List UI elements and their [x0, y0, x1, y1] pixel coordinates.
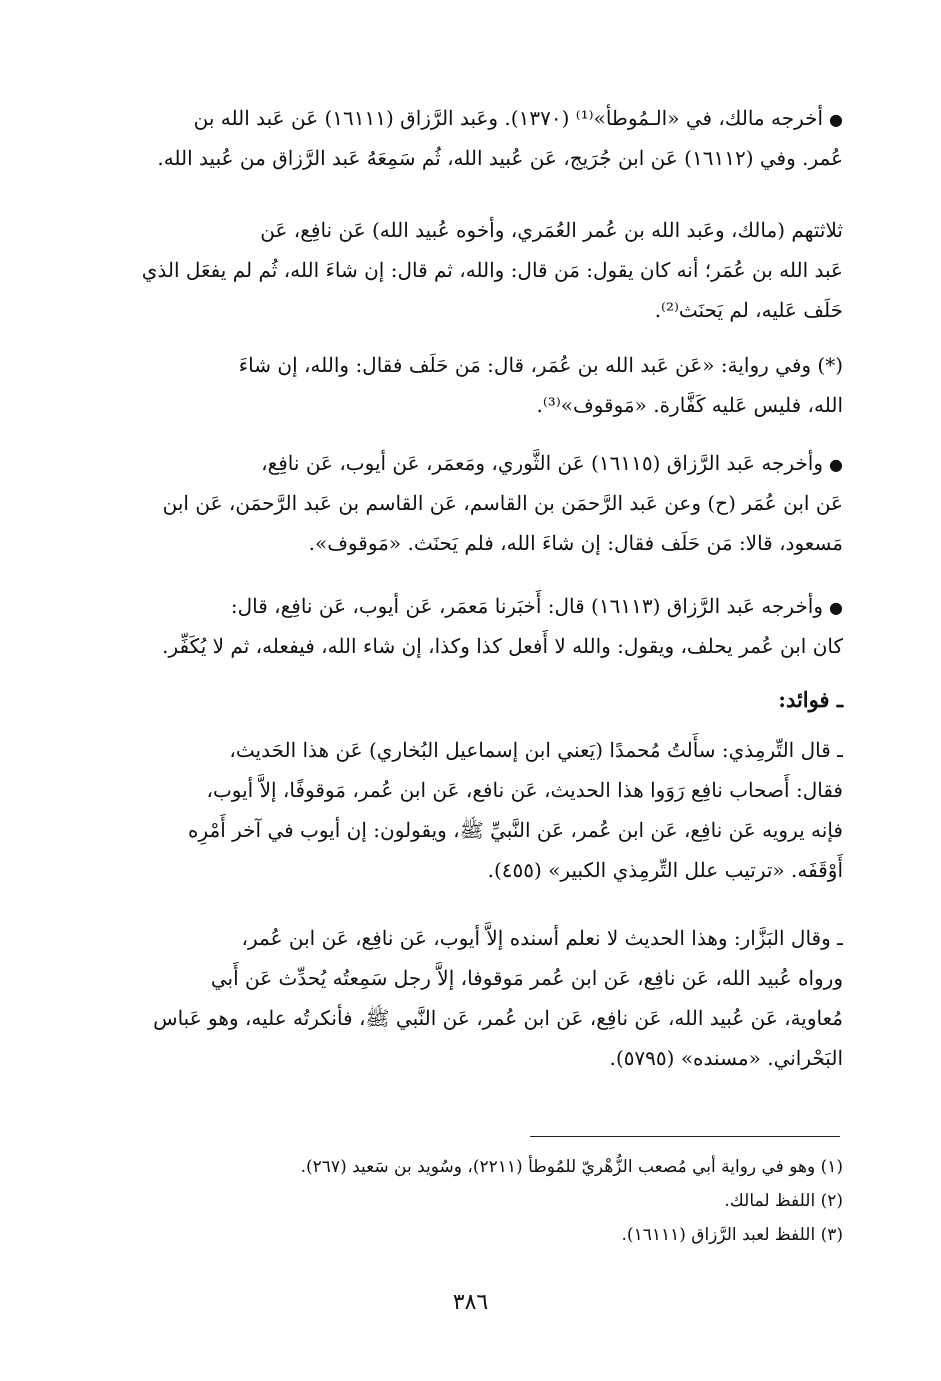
footnote-2: (٢) اللفظ لمالك. [724, 1191, 843, 1211]
paragraph-hadith-3 [90, 586, 843, 666]
text-line: عَبد الله بن عُمَر؛ أنه كان يقول: مَن قال: والله، ثم قال: إن شاءَ الله، ثُم لم يفعَل الذي [141, 258, 843, 282]
text-line: (*) وفي رواية: «عَن عَبد الله بن عُمَر، قال: مَن حَلَف فقال: والله، إن شاءَ [238, 353, 843, 377]
text-line: فإنه يرويه عَن نافِع، عَن ابن عُمر، عَن النَّبيِّ ﷺ، ويقولون: إن أيوب في آخر أَمْرِه [187, 818, 843, 842]
page-number: ٣٨٦ [452, 1290, 489, 1315]
text-line: فقال: أَصحاب نافِع رَوَوا هذا الحديث، عَن نافع، عَن ابن عُمر، مَوقوفًا، إلاَّ أيوب، [206, 778, 843, 802]
text-line [90, 586, 843, 626]
text-line: ثلاثتهم (مالك، وعَبد الله بن عُمر العُمَري، وأخوه عُبيد الله) عَن نافِع، عَن [260, 218, 843, 242]
bullet-icon: ● [829, 598, 843, 617]
paragraph-thalathatuhum [90, 210, 843, 330]
text-line: أَوْقَفَه. «ترتيب علل التِّرمِذي الكبير» (٤٥٥). [487, 858, 843, 882]
text-line: ـ وقال البَزَّار: وهذا الحديث لا نعلم أسنده إلاَّ أيوب، عَن نافِع، عَن ابن عُمر، [241, 926, 843, 950]
text-line: ـ قال التِّرمِذي: سأَلتُ مُحمدًا (يَعني ابن إسماعيل البُخاري) عَن هذا الحَديث، [229, 738, 843, 762]
text-line: عُمر. وفي (١٦١١٢) عَن ابن جُرَيج، عَن عُبيد الله، ثُم سَمِعَهُ عَبد الرَّزاق من عُبيد الله. [157, 146, 843, 170]
text-line: ورواه عُبيد الله، عَن نافِع، عَن ابن عُمر مَوقوفا، إلاَّ رجل سَمِعتُه يُحدِّث عَن أَبي [210, 966, 843, 990]
bullet-icon: ● [829, 455, 843, 474]
text-line: مَسعود، قالا: مَن حَلَف فقال: إن شاءَ الله، فلم يَحنَث. «مَوقوف». [308, 531, 843, 555]
paragraph-tirmidhi [90, 730, 843, 890]
line-text: وأخرجه عَبد الرَّزاق (١٦١١٥) عَن الثَّوري، ومَعمَر، عَن أيوب، عَن نافِع، [261, 451, 824, 475]
paragraph-hadith-1 [90, 98, 843, 178]
footnote-3: (٣) اللفظ لعبد الرَّزاق (١٦١١١). [621, 1225, 843, 1245]
text-line [90, 98, 843, 138]
text-line [90, 443, 843, 483]
footnote-1: (١) وهو في رواية أبي مُصعب الزُّهْريّ للمُوطأ (٢٢١١)، وسُويد بن سَعيد (٢٦٧). [300, 1157, 843, 1177]
text-line: مُعاوية، عَن عُبيد الله، عَن نافِع، عَن ابن عُمر، عَن النَّبي ﷺ، فأنكرتُه عليه، وهو عَباس [153, 1006, 843, 1030]
footnote-divider [530, 1136, 840, 1137]
line-text: وأخرجه عَبد الرَّزاق (١٦١١٣) قال: أَخبَرنا مَعمَر، عَن أيوب، عَن نافِع، قال: [230, 594, 824, 618]
text-line: حَلَف عَليه، لم يَحنَث⁽²⁾. [654, 298, 843, 322]
section-heading-fawaid: ـ فوائد: [778, 687, 843, 712]
paragraph-hadith-2 [90, 443, 843, 563]
text-line: البَحْراني. «مسنده» (٥٧٩٥). [609, 1046, 843, 1070]
text-line: الله، فليس عَليه كَفَّارة. «مَوقوف»⁽³⁾. [536, 393, 843, 417]
paragraph-riwaya [90, 345, 843, 425]
paragraph-bazzar [90, 918, 843, 1078]
bullet-icon: ● [829, 110, 843, 129]
line-text: أخرجه مالك، في «الـمُوطأ»⁽¹⁾ (١٣٧٠). وعَبد الرَّزاق (١٦١١١) عَن عَبد الله بن [193, 106, 824, 130]
text-line: عَن ابن عُمَر (ح) وعن عَبد الرَّحمَن بن القاسم، عَن القاسم بن عَبد الرَّحمَن، عَن ابن [162, 491, 843, 515]
text-line: كان ابن عُمر يحلف، ويقول: والله لا أَفعل كذا وكذا، إن شاء الله، فيفعله، ثم لا يُكَفِّر. [162, 634, 843, 658]
